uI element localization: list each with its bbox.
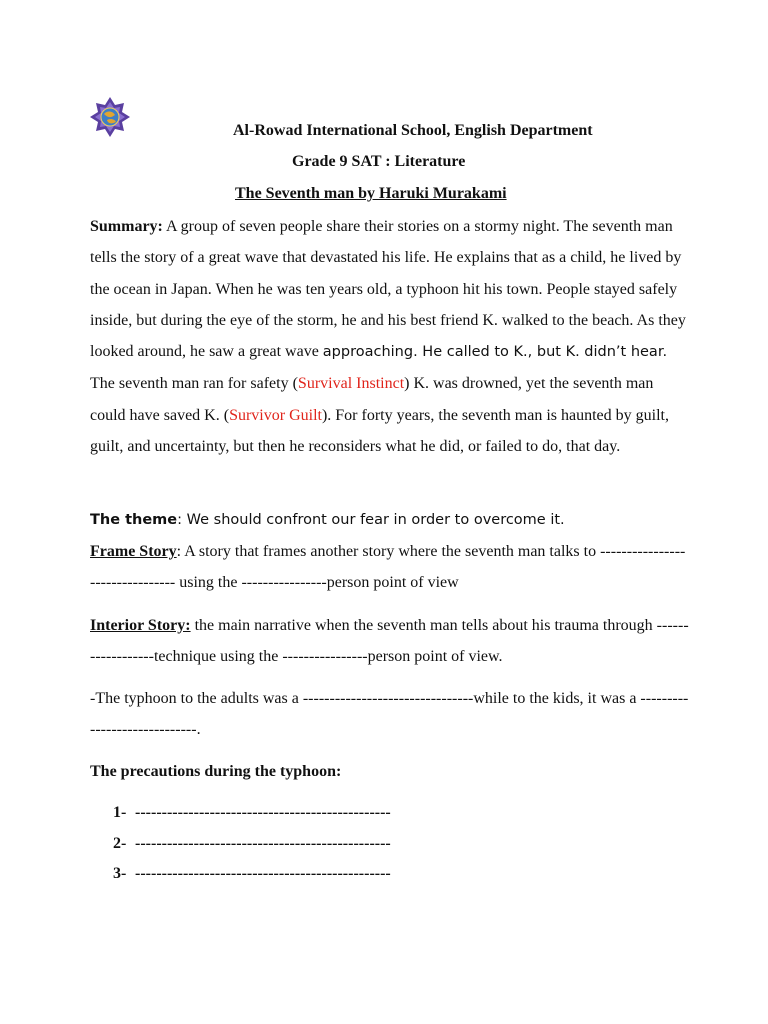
frame-story-label: Frame Story xyxy=(90,543,177,560)
theme-label: The theme xyxy=(90,512,178,528)
typhoon-paragraph xyxy=(90,683,690,746)
interior-story-paragraph xyxy=(90,610,690,673)
precaution-blank: ------------------------------------------------ xyxy=(135,804,391,821)
summary-text-approaching: approaching. He called to K., but K. didn’t hear. xyxy=(322,344,668,361)
precaution-item-1 xyxy=(113,804,391,822)
precaution-number: 3- xyxy=(113,865,127,882)
summary-text-part-4: ). For forty years, the seventh man is haunted by guilt, guilt, and uncertainty, but then he reconsiders what he did, or failed to do, that day. xyxy=(90,406,669,456)
frame-story-paragraph xyxy=(90,536,690,599)
precautions-heading: The precautions during the typhoon: xyxy=(90,763,342,780)
summary-text-part-3: ) K. was drowned, yet the seventh man could have saved K. ( xyxy=(90,375,654,424)
precaution-item-2 xyxy=(113,835,391,853)
precaution-number: 1- xyxy=(113,804,127,821)
precaution-blank: ------------------------------------------------ xyxy=(135,835,391,852)
frame-story-text: : A story that frames another story where the seventh man talks to -------------------------------- using the ----------------person point of view xyxy=(90,543,686,592)
summary-text-part-1: A group of seven people share their stories on a stormy night. The seventh man tells the story of a great wave that devastated his life. He explains that as a child, he lived by the ocean in Japan. When he was ten years old, a typhoon hit his town. People stayed safely inside, but during the eye of the storm, he and his best friend K. walked to the beach. As they looked around, he saw a great wave xyxy=(90,218,686,361)
school-name: Al-Rowad International School, English Department xyxy=(233,122,593,139)
theme-line xyxy=(90,510,565,530)
interior-story-label: Interior Story: xyxy=(90,617,191,634)
survival-instinct-term: Survival Instinct xyxy=(297,375,405,393)
theme-text: : We should confront our fear in order to overcome it. xyxy=(177,512,565,528)
precaution-blank: ------------------------------------------------ xyxy=(135,865,391,882)
school-logo-icon xyxy=(89,96,131,138)
summary-paragraph xyxy=(90,211,690,462)
summary-label: Summary: xyxy=(90,218,163,235)
interior-story-text: the main narrative when the seventh man tells about his trauma through ------------------technique using the ----------------person point of view. xyxy=(90,617,689,666)
typhoon-text: -The typhoon to the adults was a --------------------------------while to the kids, it was a -----------------------------. xyxy=(90,690,689,739)
page-title: The Seventh man by Haruki Murakami xyxy=(235,185,507,202)
precaution-item-3 xyxy=(113,865,391,883)
grade-heading: Grade 9 SAT : Literature xyxy=(292,153,466,170)
survivor-guilt-term: Survivor Guilt xyxy=(229,406,322,424)
summary-text-part-2: The seventh man ran for safety ( xyxy=(90,375,298,393)
precaution-number: 2- xyxy=(113,835,127,852)
